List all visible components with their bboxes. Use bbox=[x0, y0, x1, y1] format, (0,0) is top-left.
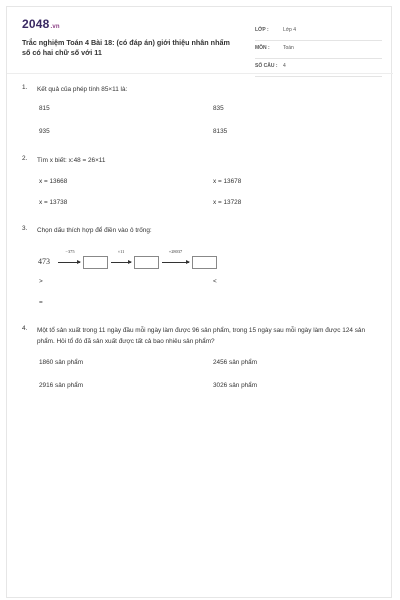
flow-start-number: 473 bbox=[38, 257, 50, 266]
question-text: Một tổ sản xuất trong 11 ngày đầu mỗi ngày làm được 96 sản phẩm, trong 15 ngày sau mỗi ngày làm được 124 sản phẩm. Hỏi tổ đó đã sản xuất được tất cả bao nhiêu sản phẩm? bbox=[37, 327, 366, 345]
question-number: 2. bbox=[22, 155, 28, 162]
question-4-option-c[interactable]: 2916 sản phẩm bbox=[39, 382, 84, 389]
flow-step-label: −375 bbox=[65, 249, 75, 254]
question-2-option-b[interactable]: x = 13678 bbox=[213, 178, 242, 185]
meta-value: Toán bbox=[283, 45, 294, 51]
meta-value: 4 bbox=[283, 63, 286, 69]
flow-step-label: ×11 bbox=[117, 249, 125, 254]
worksheet-page bbox=[6, 6, 392, 598]
document-title: Trắc nghiệm Toán 4 Bài 18: (có đáp án) giới thiệu nhân nhẩm số có hai chữ số với 11 bbox=[22, 38, 230, 57]
logo-main-text: 2048 bbox=[22, 17, 50, 31]
header-divider bbox=[7, 73, 393, 74]
question-text: Tìm x biết: x:48 = 26×11 bbox=[37, 157, 106, 164]
flow-blank-box[interactable] bbox=[83, 256, 108, 269]
meta-info bbox=[255, 23, 382, 77]
question-3-option-a[interactable]: > bbox=[39, 278, 43, 285]
flow-blank-box[interactable] bbox=[192, 256, 217, 269]
question-1-option-c[interactable]: 935 bbox=[39, 128, 50, 135]
question-1-option-d[interactable]: 8135 bbox=[213, 128, 228, 135]
meta-label: SỐ CÂU : bbox=[255, 63, 278, 69]
meta-value: Lớp 4 bbox=[283, 27, 297, 33]
question-3-option-b[interactable]: < bbox=[213, 278, 217, 285]
flow-arrow bbox=[58, 262, 80, 263]
site-logo[interactable] bbox=[22, 17, 60, 31]
question-number: 1. bbox=[22, 84, 28, 91]
meta-label: MÔN : bbox=[255, 45, 270, 51]
meta-row-class bbox=[255, 23, 382, 41]
question-4-option-b[interactable]: 2456 sản phẩm bbox=[213, 359, 258, 366]
meta-row-subject bbox=[255, 41, 382, 59]
logo-sub-text: .vn bbox=[50, 24, 60, 30]
question-text: Chọn dấu thích hợp để điền vào ô trống: bbox=[37, 227, 152, 234]
question-4-option-a[interactable]: 1860 sản phẩm bbox=[39, 359, 84, 366]
question-1-option-b[interactable]: 835 bbox=[213, 105, 224, 112]
meta-row-count bbox=[255, 59, 382, 77]
question-text: Kết quả của phép tính 85×11 là: bbox=[37, 86, 128, 93]
flow-arrow bbox=[111, 262, 131, 263]
question-2-option-a[interactable]: x = 13668 bbox=[39, 178, 68, 185]
worksheet-header bbox=[22, 17, 382, 69]
question-2-option-c[interactable]: x = 13738 bbox=[39, 199, 68, 206]
flow-arrow bbox=[162, 262, 189, 263]
meta-label: LỚP : bbox=[255, 27, 269, 33]
flow-blank-box[interactable] bbox=[134, 256, 159, 269]
operation-flow-diagram bbox=[29, 248, 269, 270]
question-4-option-d[interactable]: 3026 sản phẩm bbox=[213, 382, 258, 389]
question-1-option-a[interactable]: 815 bbox=[39, 105, 50, 112]
flow-step-label: +28037 bbox=[168, 249, 183, 254]
question-number: 3. bbox=[22, 225, 28, 232]
question-3-option-c[interactable]: = bbox=[39, 299, 43, 306]
question-number: 4. bbox=[22, 325, 28, 332]
question-2-option-d[interactable]: x = 13728 bbox=[213, 199, 242, 206]
